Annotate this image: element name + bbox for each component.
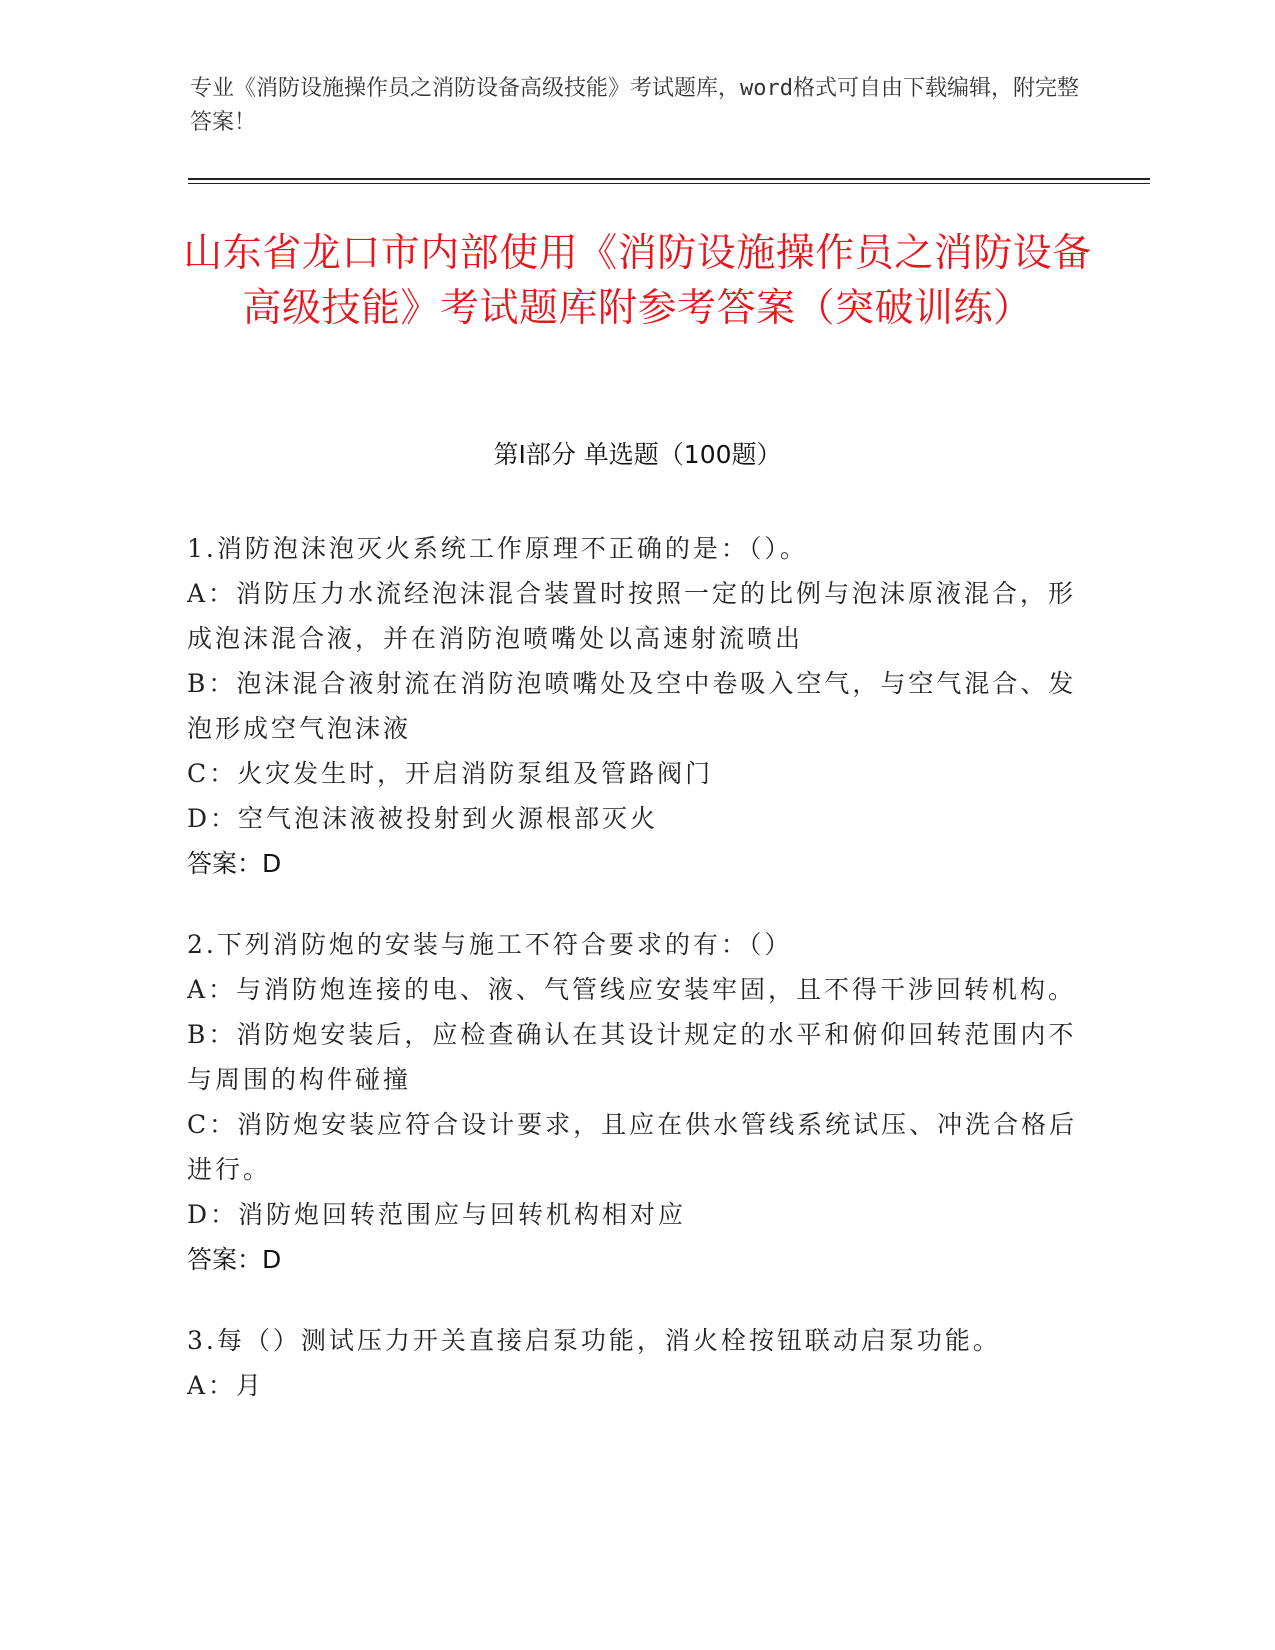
option-d: D：空气泡沫液被投射到火源根部灭火 (187, 804, 659, 833)
option-a: A：与消防炮连接的电、液、气管线应安装牢固，且不得干涉回转机构。 (187, 975, 1077, 1004)
header-divider-thin (188, 183, 1150, 184)
question-1 (187, 526, 1087, 886)
option-b: B：消防炮安装后，应检查确认在其设计规定的水平和俯仰回转范围内不与周围的构件碰撞 (187, 1020, 1077, 1094)
question-list (187, 526, 1087, 1444)
question-stem: 2.下列消防炮的安装与施工不符合要求的有：（） (187, 930, 793, 959)
question-3 (187, 1318, 1087, 1408)
question-stem: 3.每（）测试压力开关直接启泵功能，消火栓按钮联动启泵功能。 (187, 1326, 1001, 1355)
option-a: A：月 (187, 1371, 265, 1400)
header-note: 专业《消防设施操作员之消防设备高级技能》考试题库，word格式可自由下载编辑，附完整答案！ (190, 76, 1079, 135)
option-c: C：火灾发生时，开启消防泵组及管路阀门 (187, 759, 714, 788)
question-stem: 1.消防泡沫泡灭火系统工作原理不正确的是：（）。 (187, 534, 808, 563)
answer: 答案：D (187, 1245, 282, 1274)
option-d: D：消防炮回转范围应与回转机构相对应 (187, 1200, 687, 1229)
option-a: A：消防压力水流经泡沫混合装置时按照一定的比例与泡沫原液混合，形成泡沫混合液，并在消防泡喷嘴处以高速射流喷出 (187, 579, 1077, 653)
option-c: C：消防炮安装应符合设计要求，且应在供水管线系统试压、冲洗合格后进行。 (187, 1110, 1078, 1184)
answer: 答案：D (187, 849, 282, 878)
document-title: 山东省龙口市内部使用《消防设施操作员之消防设备高级技能》考试题库附参考答案（突破训练） (183, 231, 1092, 331)
option-b: B：泡沫混合液射流在消防泡喷嘴处及空中卷吸入空气，与空气混合、发泡形成空气泡沫液 (187, 669, 1077, 743)
question-2 (187, 922, 1087, 1282)
header-divider (188, 178, 1150, 180)
section-heading: 第Ⅰ部分 单选题（100题） (493, 440, 782, 469)
